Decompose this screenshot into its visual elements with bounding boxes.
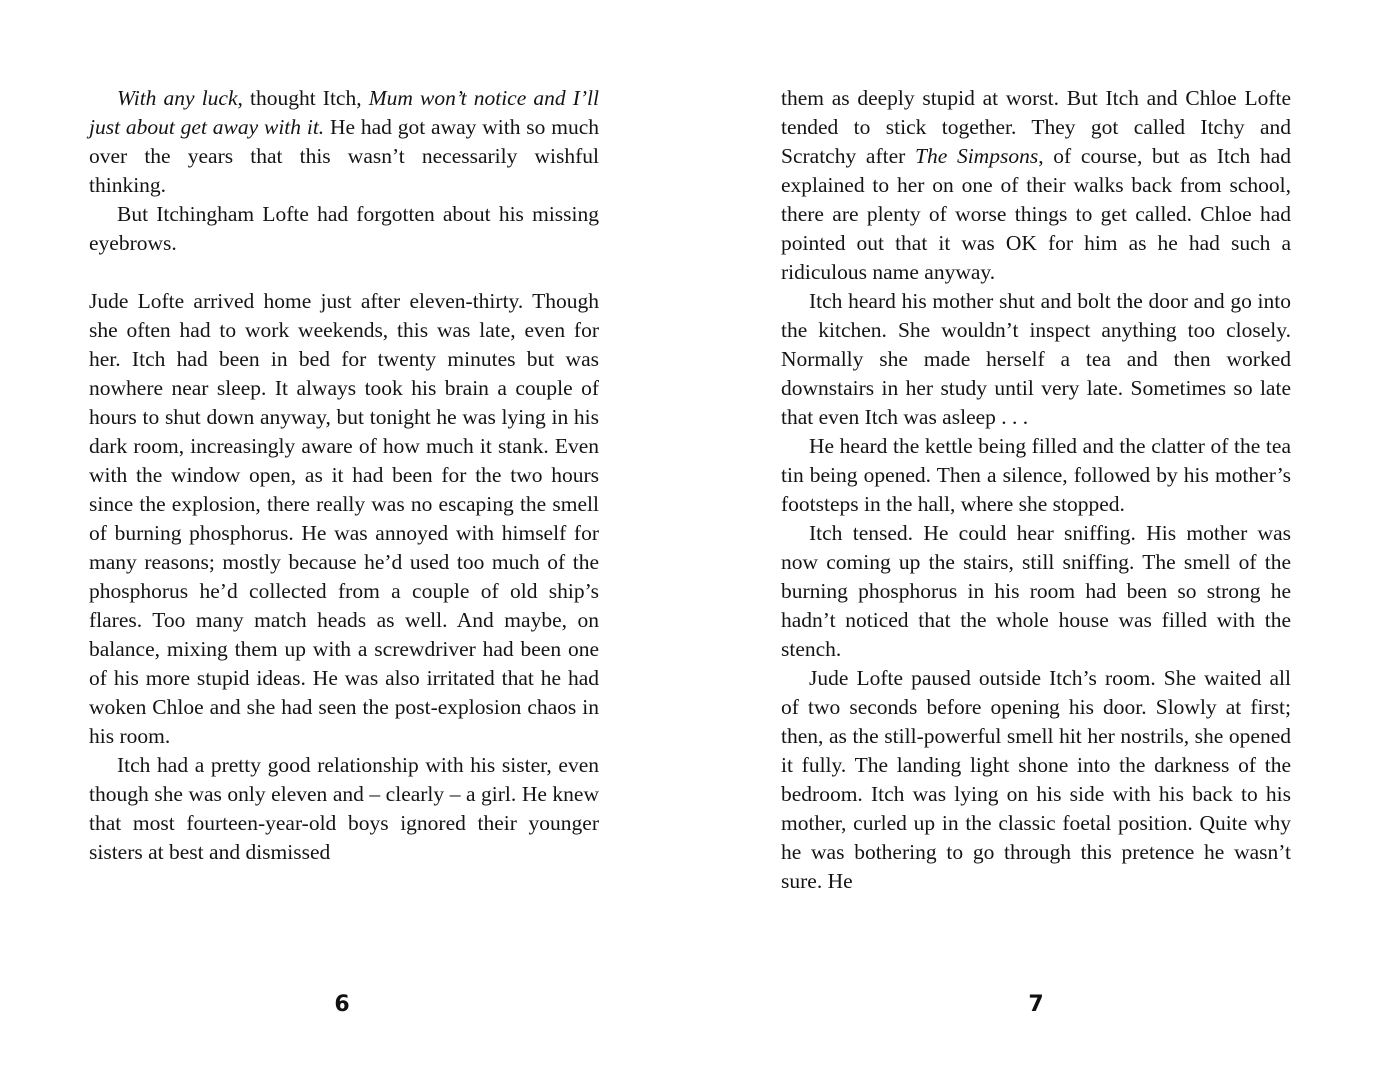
italic-text: With any luck	[117, 86, 238, 110]
left-paragraph-3: Jude Lofte arrived home just after eleven-thirty. Though she often had to work weekends, this was late, even for her. Itch had been in bed for twenty minutes but was nowhere near sleep. It always took his brain a couple of hours to shut down anyway, but tonight he was lying in his dark room, increasingly aware of how much it stank. Even with the window open, as it had been for the two hours since the explosion, there really was no escaping the smell of burning phosphorus. He was annoyed with himself for many reasons; mostly because he’d used too much of the phosphorus he’d collected from a couple of old ship’s flares. Too many match heads as well. And maybe, on balance, mixing them up with a screwdriver had been one of his more stupid ideas. He was also irritated that he had woken Chloe and she had seen the post-explosion chaos in his room.	[89, 289, 599, 748]
body-text: them as deeply stupid at worst. But Itch and Chloe Lofte tended to stick together. They got called Itchy and Scratchy after	[781, 86, 1291, 168]
page-number-right: 7	[1028, 992, 1044, 1017]
right-paragraph-3: He heard the kettle being filled and the clatter of the tea tin being opened. Then a silence, followed by his mother’s footsteps in the hall, where she stopped.	[781, 434, 1291, 516]
right-paragraph-1	[781, 84, 1291, 287]
right-paragraph-5: Jude Lofte paused outside Itch’s room. She waited all of two seconds before opening his door. Slowly at first; then, as the still-powerful smell hit her nostrils, she opened it fully. The landing light shone into the darkness of the bedroom. Itch was lying on his side with his back to his mother, curled up in the classic foetal position. Quite why he was bothering to go through this pretence he wasn’t sure. He	[781, 666, 1291, 893]
body-text: , of course, but as Itch had explained to her on one of their walks back from school, there are plenty of worse things to get called. Chloe had pointed out that it was OK for him as he had such a ridiculous name anyway.	[781, 144, 1291, 284]
right-paragraph-2: Itch heard his mother shut and bolt the door and go into the kitchen. She wouldn’t inspect anything too closely. Normally she made herself a tea and then worked downstairs in her study until very late. Sometimes so late that even Itch was asleep . . .	[781, 289, 1291, 429]
left-page-text	[89, 84, 599, 867]
body-text: He had got away with so much over the years that this wasn’t necessarily wishful thinking.	[89, 115, 599, 197]
page-number-left: 6	[334, 992, 350, 1017]
left-paragraph-2: But Itchingham Lofte had forgotten about his missing eyebrows.	[89, 202, 599, 255]
left-paragraph-1	[89, 84, 599, 200]
body-text: , thought Itch,	[237, 86, 369, 110]
italic-text: The Simpsons	[915, 144, 1039, 168]
right-page	[694, 0, 1388, 1080]
left-paragraph-4: Itch had a pretty good relationship with his sister, even though she was only eleven and – clearly – a girl. He knew that most fourteen-year-old boys ignored their younger sisters at best and dismissed	[89, 753, 599, 864]
right-paragraph-4: Itch tensed. He could hear sniffing. His mother was now coming up the stairs, still sniffing. The smell of the burning phosphorus in his room had been so strong he hadn’t noticed that the whole house was filled with the stench.	[781, 521, 1291, 661]
italic-text: Mum won’t notice and I’ll just about get away with it.	[89, 86, 599, 139]
right-page-text	[781, 84, 1291, 896]
